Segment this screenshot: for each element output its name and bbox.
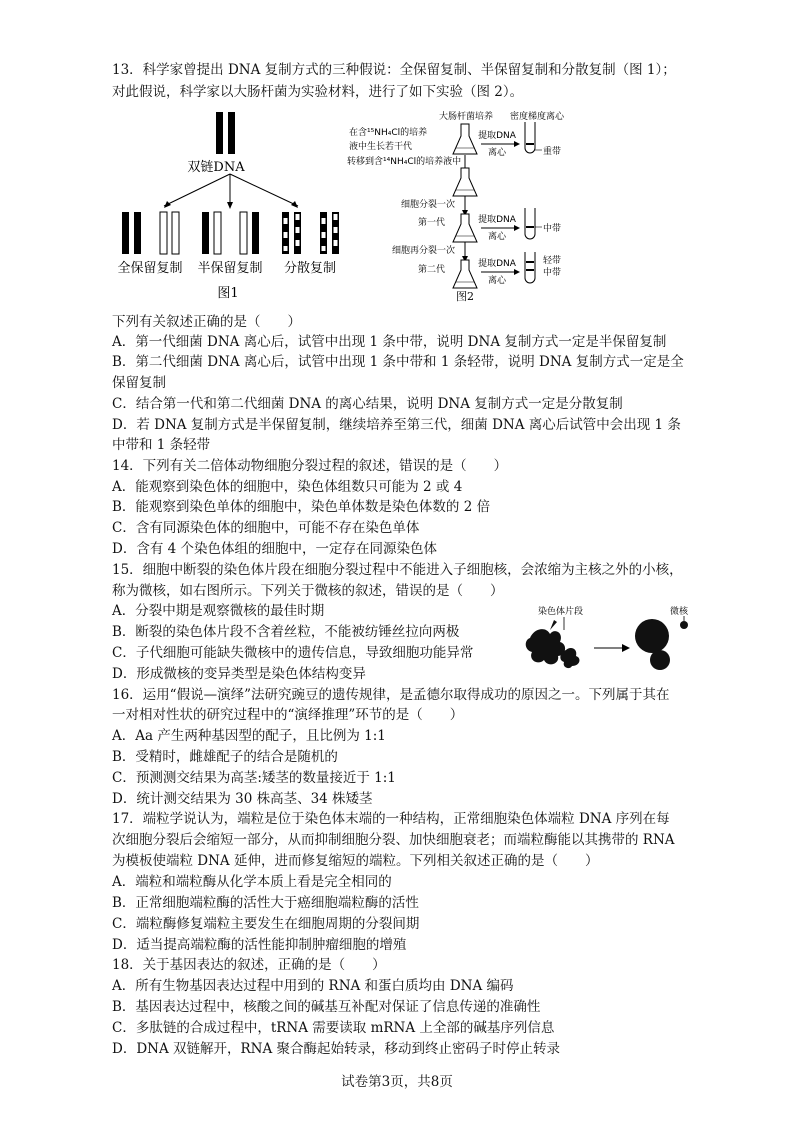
fig2-extract-2: 提取DNA [478,215,516,225]
q18-option-b: B．基因表达过程中，核酸之间的碱基互补配对保证了信息传递的准确性 [112,999,541,1015]
q15-option-b: B．断裂的染色体片段不含着丝粒，不能被纺锤丝拉向两极 [112,624,460,640]
q14-option-b: B．能观察到染色单体的细胞中，染色单体数是染色体数的 2 倍 [112,499,491,515]
q15-option-a: A．分裂中期是观察微核的最佳时期 [112,603,325,619]
figure-1-dna-replication-models [112,108,352,308]
q16-option-a: A．Aa 产生两种基因型的配子，且比例为 1:1 [112,728,386,744]
q13-option-c: C．结合第一代和第二代细菌 DNA 的离心结果，说明 DNA 复制方式一定是分散复制 [112,396,623,412]
q17-option-b: B．正常细胞端粒酶的活性大于癌细胞端粒酶的活性 [112,895,419,911]
fig1-caption: 图1 [217,286,239,301]
fig2-centrifuge-2: 离心 [487,232,507,242]
figure-2-experiment-flow [345,106,590,306]
fig2-extract-3: 提取DNA [478,259,516,269]
q18-option-a: A．所有生物基因表达过程中用到的 RNA 和蛋白质均由 DNA 编码 [112,978,514,994]
fig2-medium-line2: 液中生长若干代 [349,142,413,152]
q15-option-c: C．子代细胞可能缺失微核中的遗传信息，导致细胞功能异常 [112,645,474,661]
q16-option-c: C．预测测交结果为高茎:矮茎的数量接近于 1:1 [112,770,396,786]
fig1-label-conservative: 全保留复制 [117,261,183,276]
q17-stem-line2: 次细胞分裂后会缩短一部分，从而抑制细胞分裂、加快细胞衰老；而端粒酶能以其携带的 RNA [112,832,675,848]
fig2-band-light: 轻带 [543,256,562,266]
fig2-band-heavy: 重带 [543,147,562,157]
q17-option-c: C．端粒酶修复端粒主要发生在细胞周期的分裂间期 [112,916,420,932]
q17-stem-line3: 为模板使端粒 DNA 延伸，进而修复缩短的端粒。下列相关叙述正确的是（ ） [112,853,599,869]
fig1-top-label: 双链DNA [187,160,245,175]
q16-stem-line1: 16．运用“假说—演绎”法研究豌豆的遗传规律，是孟德尔取得成功的原因之一。下列属于其在 [112,687,670,703]
q16-option-b: B．受精时，雌雄配子的结合是随机的 [112,749,338,765]
micronucleus-fig-label-fragment: 染色体片段 [538,607,584,617]
fig2-divide-again: 细胞再分裂一次 [391,246,455,256]
micronucleus-fig-label-micronucleus: 微核 [670,607,689,617]
q15-stem-line2: 称为微核，如右图所示。下列关于微核的叙述，错误的是（ ） [112,583,504,599]
q17-option-d: D．适当提高端粒酶的活性能抑制肿瘤细胞的增殖 [112,937,407,953]
q13-option-d-line1: D．若 DNA 复制方式是半保留复制，继续培养至第三代，细菌 DNA 离心后试管中会出现 1 条 [112,417,681,433]
q14-option-a: A．能观察到染色体的细胞中，染色体组数只可能为 2 或 4 [112,479,463,495]
q15-option-d: D．形成微核的变异类型是染色体结构变异 [112,666,366,682]
q17-stem-line1: 17．端粒学说认为，端粒是位于染色体末端的一种结构，正常细胞染色体端粒 DNA 序列在每 [112,811,670,827]
fig2-divide-once: 细胞分裂一次 [400,200,455,210]
q13-option-d-line2: 中带和 1 条轻带 [112,437,211,453]
q15-stem-line1: 15．细胞中断裂的染色体片段在细胞分裂过程中不能进入子细胞核，会浓缩为主核之外的小核， [112,562,683,578]
fig2-header-culture: 大肠杆菌培养 [438,112,493,122]
q14-option-c: C．含有同源染色体的细胞中，可能不存在染色单体 [112,520,420,536]
q13-option-a: A．第一代细菌 DNA 离心后，试管中出现 1 条中带，说明 DNA 复制方式一定是半保留复制 [112,334,667,350]
fig2-centrifuge-3: 离心 [487,276,507,286]
q13-stem-line1: 13．科学家曾提出 DNA 复制方式的三种假说：全保留复制、半保留复制和分散复制（图 1）； [112,62,676,78]
q17-option-a: A．端粒和端粒酶从化学本质上看是完全相同的 [112,874,392,890]
page-footer: 试卷第3页，共8页 [341,1074,453,1090]
q18-stem: 18．关于基因表达的叙述，正确的是（ ） [112,957,386,973]
q13-option-b-line1: B．第二代细菌 DNA 离心后，试管中出现 1 条中带和 1 条轻带，说明 DNA 复制方式一定是全 [112,354,684,370]
fig1-label-dispersive: 分散复制 [283,261,337,276]
q14-stem: 14．下列有关二倍体动物细胞分裂过程的叙述，错误的是（ ） [112,458,508,474]
q16-option-d: D．统计测交结果为 30 株高茎、34 株矮茎 [112,791,373,807]
fig2-extract-1: 提取DNA [478,131,516,141]
fig2-band-mid-2: 中带 [543,268,562,278]
q13-stem-line2: 对此假说，科学家以大肠杆菌为实验材料，进行了如下实验（图 2）。 [112,84,524,100]
fig2-header-centrifuge: 密度梯度离心 [510,112,565,122]
q14-option-d: D．含有 4 个染色体组的细胞中，一定存在同源染色体 [112,541,437,557]
fig2-medium-line1: 在含¹⁵NH₄Cl的培养 [349,128,428,138]
fig2-band-mid-1: 中带 [543,224,562,234]
q18-option-d: D．DNA 双链解开，RNA 聚合酶起始转录，移动到终止密码子时停止转录 [112,1041,561,1057]
q18-option-c: C．多肽链的合成过程中，tRNA 需要读取 mRNA 上全部的碱基序列信息 [112,1020,555,1036]
fig2-generation-2: 第二代 [417,265,445,275]
micronucleus-figure [520,600,700,672]
q13-prompt: 下列有关叙述正确的是（ ） [112,314,301,330]
fig2-caption: 图2 [456,290,474,303]
fig2-transfer: 转移到含¹⁴NH₄Cl的培养液中 [347,157,462,167]
q16-stem-line2: 一对相对性状的研究过程中的“演绎推理”环节的是（ ） [112,707,464,723]
fig2-generation-1: 第一代 [417,218,445,228]
fig1-label-semiconservative: 半保留复制 [197,261,263,276]
fig2-centrifuge-1: 离心 [487,148,507,158]
q13-option-b-line2: 保留复制 [112,375,166,391]
